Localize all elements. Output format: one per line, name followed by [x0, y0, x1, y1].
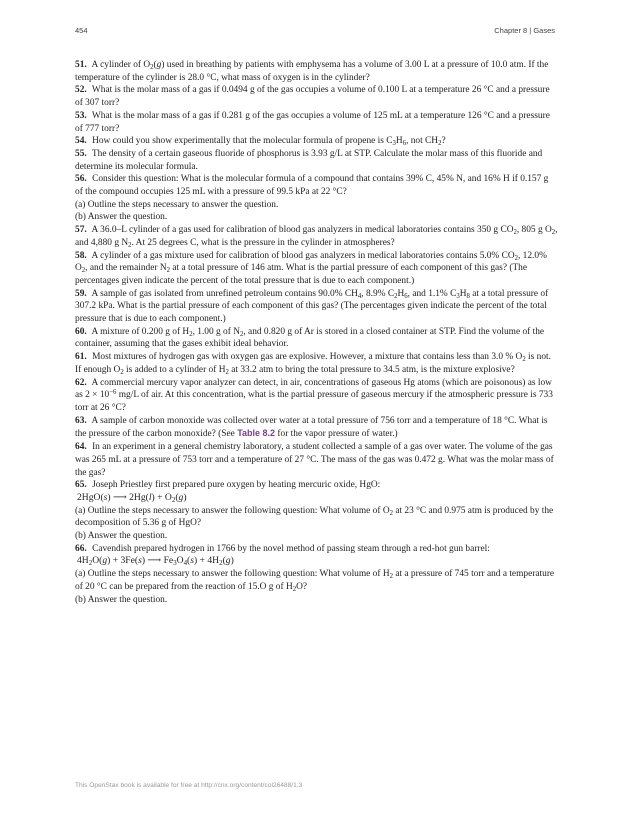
- question-text: A 36.0–L cylinder of a gas used for calibration of blood gas analyzers in medical laboratories contains 350 g $CO_2$, 805 g $O_2$, and 4,880 g $N_2$. At 25 degrees C, what is the pressure in the cylinder in atmospheres?: [75, 225, 558, 249]
- question-55: [75, 148, 558, 173]
- question-number: 59.: [75, 288, 87, 299]
- equation-66: $4H_2O(g) + 3Fe(s)$ ⟶ $Fe_3O_4(s) + 4H_2(g)$: [77, 555, 234, 568]
- question-number: 63.: [75, 415, 87, 426]
- question-text: Consider this question: What is the molecular formula of a compound that contains 39% C, 45% N, and 16% H if 0.157 g of the compound occupies 125 mL with a pressure of 99.5 kPa at 22 °C?: [75, 174, 549, 198]
- question-54: [75, 135, 558, 148]
- question-text: Cavendish prepared hydrogen in 1766 by the novel method of passing steam through a red-hot gun barrel:: [92, 543, 490, 554]
- question-group-1: [75, 59, 558, 199]
- question-62: [75, 377, 558, 415]
- question-number: 57.: [75, 225, 87, 236]
- question-number: 65.: [75, 480, 87, 491]
- question-number: 66.: [75, 543, 87, 554]
- question-number: 56.: [75, 174, 87, 185]
- question-text: A sample of gas isolated from unrefined petroleum contains 90.0% $CH_4$, 8.9% $C_2H_6$, and 1.1% $C_3H_8$ at a total pressure of 307.2 kPa. What is the partial pressure of each component of this gas? (The percentages given indicate the percent of the total pressure that is due to each component.): [75, 288, 549, 325]
- q56-part-a: (a) Outline the steps necessary to answer the question.: [75, 199, 279, 210]
- question-number: 53.: [75, 110, 87, 121]
- question-number: 62.: [75, 377, 87, 388]
- question-group-2: [75, 224, 558, 492]
- question-56: [75, 173, 558, 198]
- equation-65: 2HgO(s) ⟶ $2Hg(l) + O_2(g)$: [77, 491, 187, 504]
- question-66: [75, 543, 558, 556]
- question-65: [75, 479, 558, 492]
- question-number: 64.: [75, 442, 87, 453]
- question-text: In an experiment in a general chemistry laboratory, a student collected a sample of a gas over water. The volume of the gas was 265 mL at a pressure of 753 torr and a temperature of 27 °C. The mass of the gas was 0.472 g. What was the molar mass of the gas?: [75, 442, 554, 478]
- question-51: [75, 59, 558, 84]
- question-52: [75, 84, 558, 109]
- question-64: [75, 441, 558, 479]
- chapter-title: Chapter 8 | Gases: [494, 26, 555, 35]
- question-text: What is the molar mass of a gas if 0.0494 g of the gas occupies a volume of 0.100 L at a temperature 26 °C and a pressure of 307 torr?: [75, 85, 550, 109]
- question-60: [75, 326, 558, 351]
- question-number: 52.: [75, 85, 87, 96]
- question-text: Most mixtures of hydrogen gas with oxygen gas are explosive. However, a mixture that contains less than 3.0 % $O_2$ is not. If enough $O_2$ is added to a cylinder of $H_2$ at 33.2 atm to bring the total pressure to 34.5 atm, is the mixture explosive?: [75, 352, 551, 376]
- question-number: 51.: [75, 60, 87, 70]
- q66-part-a: (a) Outline the steps necessary to answer the following question: What volume of $H_2$ at a pressure of 745 torr and a temperature of 20 °C can be prepared from the reaction of 15.O g of $H_2O$?: [75, 569, 555, 593]
- question-text: A cylinder of a gas mixture used for calibration of blood gas analyzers in medical laboratories contains 5.0% $CO_2$, 12.0% $O_2$, and the remainder $N_2$ at a total pressure of 146 atm. What is the partial pressure of each component of this gas? (The percentages given indicate the percent of the total pressure that is due to each component.): [75, 250, 547, 286]
- question-63: [75, 415, 558, 441]
- question-text: A commercial mercury vapor analyzer can detect, in air, concentrations of gaseous Hg atoms (which are poisonous) as low as $2 \times 10^{-6}$ mg/L of air. At this concentration, what is the partial pressure of gaseous mercury if the atmospheric pressure is 733 torr at 26 °C?: [75, 377, 553, 413]
- exercise-list: [75, 59, 558, 606]
- question-text: What is the molar mass of a gas if 0.281 g of the gas occupies a volume of 125 mL at a temperature 126 °C and a pressure of 777 torr?: [75, 110, 550, 134]
- question-58: [75, 250, 558, 288]
- question-59: [75, 288, 558, 326]
- question-text: A sample of carbon monoxide was collected over water at a total pressure of 756 torr and a temperature of 18 °C. What is the pressure of the carbon monoxide? (See Table 8.2 for the vapor pressure of water.): [75, 415, 548, 440]
- question-53: [75, 110, 558, 135]
- page-footer: This OpenStax book is available for free at http://cnx.org/content/col26488/1.3: [75, 782, 303, 789]
- page-number: 454: [75, 26, 88, 35]
- q56-part-b: (b) Answer the question.: [75, 212, 168, 223]
- question-text: The density of a certain gaseous fluoride of phosphorus is 3.93 g/L at STP. Calculate the molar mass of this fluoride and determine its molecular formula.: [75, 148, 543, 172]
- question-text: A mixture of 0.200 g of $H_2$, 1.00 g of $N_2$, and 0.820 g of Ar is stored in a closed container at STP. Find the volume of the container, assuming that the gases exhibit ideal behavior.: [75, 326, 545, 350]
- question-number: 54.: [75, 136, 87, 147]
- question-text: A cylinder of $O_2(g)$ used in breathing by patients with emphysema has a volume of 3.00 L at a pressure of 10.0 atm. If the temperature of the cylinder is 28.0 °C, what mass of oxygen is in the cylinder?: [75, 60, 549, 83]
- question-61: [75, 351, 558, 376]
- q65-part-a: (a) Outline the steps necessary to answer the following question: What volume of $O_2$ at 23 °C and 0.975 atm is produced by the decomposition of 5.36 g of HgO?: [75, 505, 554, 529]
- question-number: 60.: [75, 326, 87, 337]
- question-text: How could you show experimentally that the molecular formula of propene is $C_3H_6$, not $CH_2$?: [92, 136, 446, 148]
- question-number: 55.: [75, 148, 87, 159]
- question-number: 58.: [75, 250, 87, 261]
- q66-part-b: (b) Answer the question.: [75, 594, 168, 605]
- question-text: Joseph Priestley first prepared pure oxygen by heating mercuric oxide, HgO:: [92, 480, 381, 491]
- question-57: [75, 224, 558, 249]
- q65-part-b: (b) Answer the question.: [75, 531, 168, 542]
- question-number: 61.: [75, 352, 87, 363]
